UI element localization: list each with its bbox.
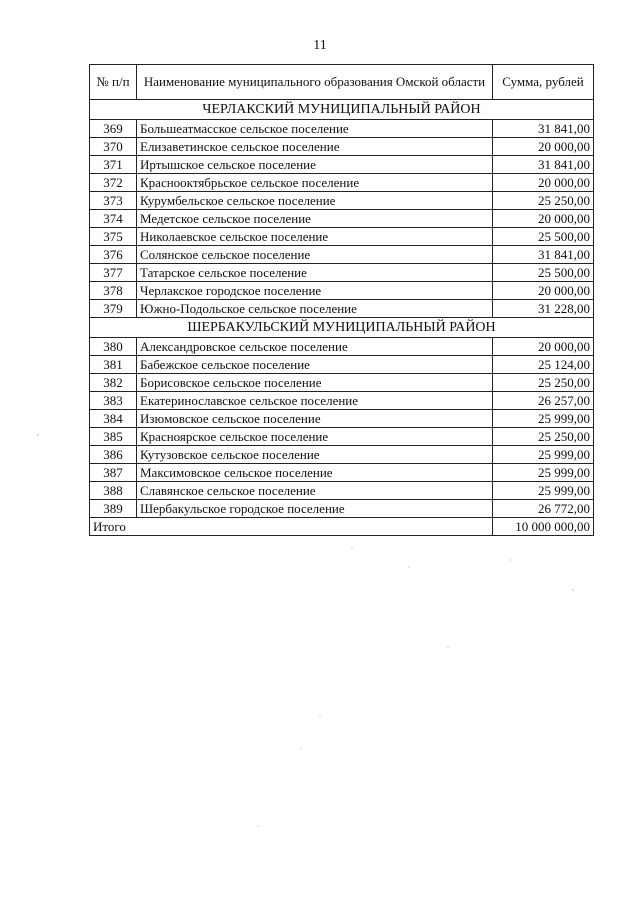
amount: 25 500,00 (493, 264, 594, 282)
municipality-name: Татарское сельское поселение (137, 264, 493, 282)
header-num: № п/п (90, 65, 137, 100)
municipality-name: Медетское сельское поселение (137, 210, 493, 228)
row-number: 382 (90, 374, 137, 392)
row-number: 373 (90, 192, 137, 210)
municipality-name: Максимовское сельское поселение (137, 464, 493, 482)
amount: 25 250,00 (493, 374, 594, 392)
amount: 25 999,00 (493, 464, 594, 482)
municipality-name: Изюмовское сельское поселение (137, 410, 493, 428)
row-number: 379 (90, 300, 137, 318)
header-name: Наименование муниципального образования Омской области (137, 65, 493, 100)
section-title: ШЕРБАКУЛЬСКИЙ МУНИЦИПАЛЬНЫЙ РАЙОН (90, 318, 594, 338)
municipality-name: Екатеринославское сельское поселение (137, 392, 493, 410)
amount: 25 999,00 (493, 446, 594, 464)
municipality-name: Черлакское городское поселение (137, 282, 493, 300)
row-number: 386 (90, 446, 137, 464)
municipality-name: Южно-Подольское сельское поселение (137, 300, 493, 318)
municipality-name: Славянское сельское поселение (137, 482, 493, 500)
amount: 31 841,00 (493, 246, 594, 264)
row-number: 376 (90, 246, 137, 264)
municipality-name: Иртышское сельское поселение (137, 156, 493, 174)
row-number: 375 (90, 228, 137, 246)
amount: 31 841,00 (493, 120, 594, 138)
row-number: 374 (90, 210, 137, 228)
row-number: 369 (90, 120, 137, 138)
amount: 20 000,00 (493, 174, 594, 192)
row-number: 381 (90, 356, 137, 374)
municipality-name: Кутузовское сельское поселение (137, 446, 493, 464)
municipality-name: Борисовское сельское поселение (137, 374, 493, 392)
municipality-name: Солянское сельское поселение (137, 246, 493, 264)
row-number: 370 (90, 138, 137, 156)
amount: 25 250,00 (493, 192, 594, 210)
total-amount: 10 000 000,00 (493, 518, 594, 536)
amount: 26 772,00 (493, 500, 594, 518)
municipality-name: Николаевское сельское поселение (137, 228, 493, 246)
amount: 25 999,00 (493, 410, 594, 428)
amount: 20 000,00 (493, 138, 594, 156)
municipality-name: Бабежское сельское поселение (137, 356, 493, 374)
amount: 20 000,00 (493, 282, 594, 300)
amount: 25 250,00 (493, 428, 594, 446)
row-number: 385 (90, 428, 137, 446)
municipality-name: Елизаветинское сельское поселение (137, 138, 493, 156)
amount: 26 257,00 (493, 392, 594, 410)
row-number: 383 (90, 392, 137, 410)
row-number: 378 (90, 282, 137, 300)
amount: 31 841,00 (493, 156, 594, 174)
total-label: Итого (90, 518, 493, 536)
row-number: 380 (90, 338, 137, 356)
municipality-name: Краснооктябрьское сельское поселение (137, 174, 493, 192)
header-sum: Сумма, рублей (493, 65, 594, 100)
municipality-name: Большеатмасское сельское поселение (137, 120, 493, 138)
row-number: 384 (90, 410, 137, 428)
amount: 25 999,00 (493, 482, 594, 500)
section-title: ЧЕРЛАКСКИЙ МУНИЦИПАЛЬНЫЙ РАЙОН (90, 100, 594, 120)
municipality-name: Александровское сельское поселение (137, 338, 493, 356)
amount: 20 000,00 (493, 210, 594, 228)
municipality-name: Шербакульское городское поселение (137, 500, 493, 518)
row-number: 388 (90, 482, 137, 500)
row-number: 371 (90, 156, 137, 174)
row-number: 377 (90, 264, 137, 282)
amount: 31 228,00 (493, 300, 594, 318)
municipality-name: Курумбельское сельское поселение (137, 192, 493, 210)
row-number: 387 (90, 464, 137, 482)
row-number: 372 (90, 174, 137, 192)
amount: 20 000,00 (493, 338, 594, 356)
amount: 25 124,00 (493, 356, 594, 374)
amount: 25 500,00 (493, 228, 594, 246)
row-number: 389 (90, 500, 137, 518)
page-number: 11 (313, 38, 327, 53)
municipality-name: Красноярское сельское поселение (137, 428, 493, 446)
